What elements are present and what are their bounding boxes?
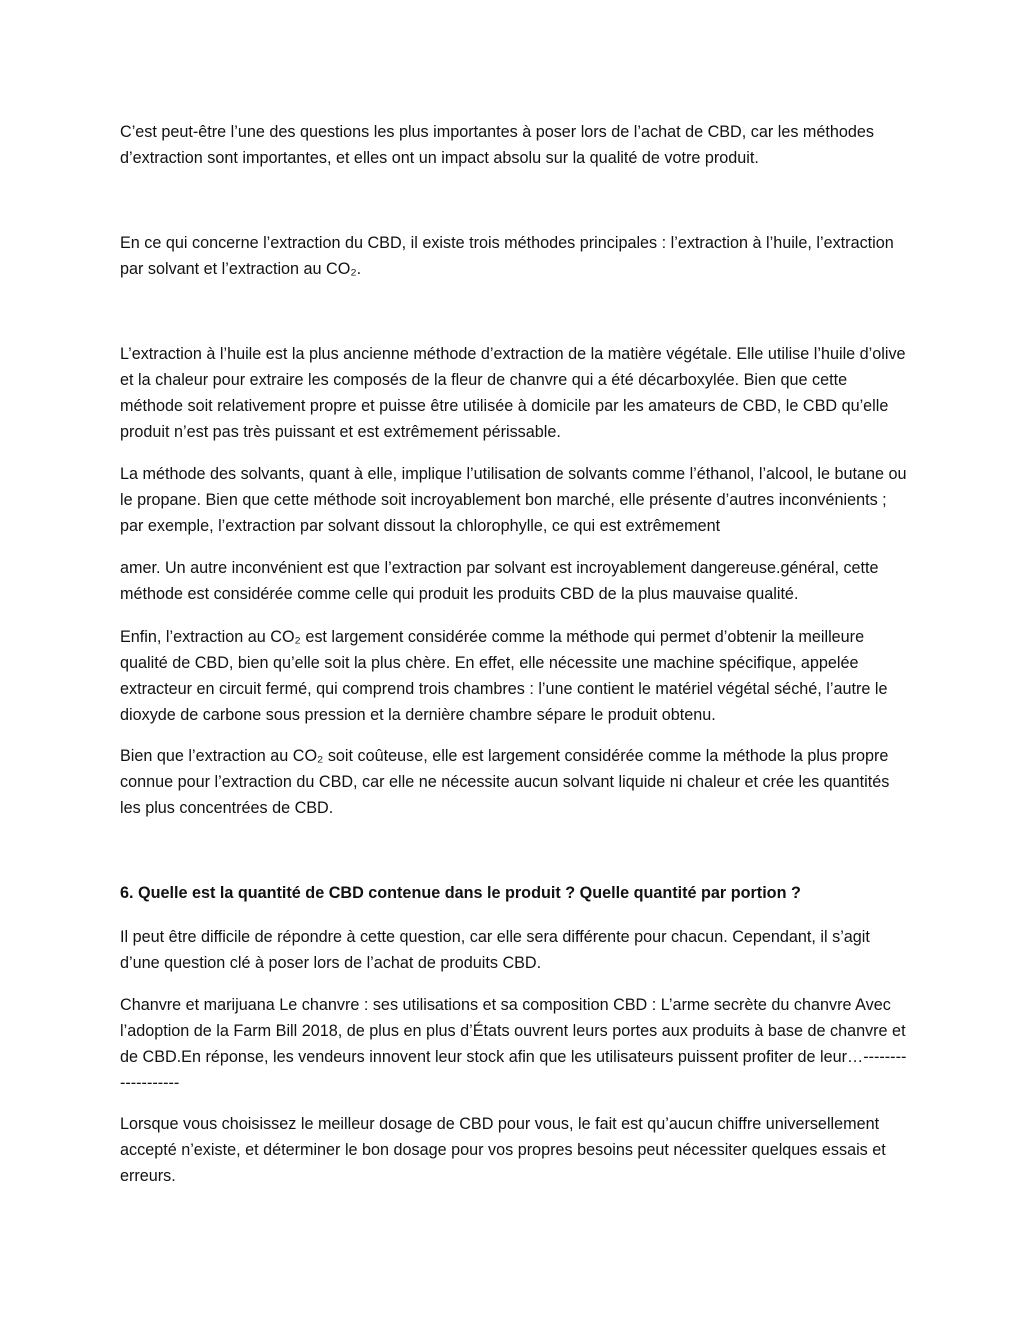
paragraph-hemp-marijuana: Chanvre et marijuana Le chanvre : ses utilisations et sa composition CBD : L’arme secrète du chanvre Avec l’adoption de la Farm Bill 2018, de plus en plus d’États ouvrent leurs portes aux produits à base de chanvre et de CBD.En réponse, les vendeurs innovent leur stock afin que les utilisateurs puissent profiter de leur…------------------- (120, 996, 907, 1092)
paragraph-oil-extraction: L’extraction à l’huile est la plus ancienne méthode d’extraction de la matière végétale. Elle utilise l’huile d’olive et la chaleur pour extraire les composés de la fleur de chanvre qui a été décarboxylée. Bien que cette méthode soit relativement propre et puisse être utilisée à domicile par les amateurs de CBD, le CBD qu’elle produit n’est pas très puissant et est extrêmement périssable. (120, 345, 906, 441)
paragraph-dosage: Lorsque vous choisissez le meilleur dosage de CBD pour vous, le fait est qu’aucun chiffre universellement accepté n’existe, et déterminer le bon dosage pour vos propres besoins peut nécessiter quelques essais et erreurs. (120, 1115, 886, 1185)
paragraph-solvent-drawback: amer. Un autre inconvénient est que l’extraction par solvant est incroyablement dangereuse.général, cette méthode est considérée comme celle qui produit les produits CBD de la plus mauvaise qualité. (120, 559, 879, 603)
paragraph-solvent-method: La méthode des solvants, quant à elle, implique l’utilisation de solvants comme l’éthanol, l’alcool, le butane ou le propane. Bien que cette méthode soit incroyablement bon marché, elle présente d’autres inconvénients ; par exemple, l’extraction par solvant dissout la chlorophylle, ce qui est extrêmement (120, 465, 907, 535)
paragraph-co2-extraction: Enfin, l’extraction au CO₂ est largement considérée comme la méthode qui permet d’obtenir la meilleure qualité de CBD, bien qu’elle soit la plus chère. En effet, elle nécessite une machine spécifique, appelée extracteur en circuit fermé, qui comprend trois chambres : l’une contient le matériel végétal séché, l’autre le dioxyde de carbone sous pression et la dernière chambre sépare le produit obtenu. (120, 628, 888, 724)
paragraph-quantity: Il peut être difficile de répondre à cette question, car elle sera différente pour chacun. Cependant, il s’agit d’une question clé à poser lors de l’achat de produits CBD. (120, 928, 870, 972)
paragraph-intro: C’est peut-être l’une des questions les plus importantes à poser lors de l’achat de CBD, car les méthodes d’extraction sont importantes, et elles ont un impact absolu sur la qualité de votre produit. (120, 123, 875, 167)
section-heading: 6. Quelle est la quantité de CBD contenue dans le produit ? Quelle quantité par portion ? (120, 884, 801, 902)
paragraph-co2-cost: Bien que l’extraction au CO₂ soit coûteuse, elle est largement considérée comme la méthode la plus propre connue pour l’extraction du CBD, car elle ne nécessite aucun solvant liquide ni chaleur et crée les quantités les plus concentrées de CBD. (120, 747, 890, 817)
paragraph-extraction-methods: En ce qui concerne l’extraction du CBD, il existe trois méthodes principales : l’extraction à l’huile, l’extraction par solvant et l’extraction au CO₂. (120, 234, 894, 278)
